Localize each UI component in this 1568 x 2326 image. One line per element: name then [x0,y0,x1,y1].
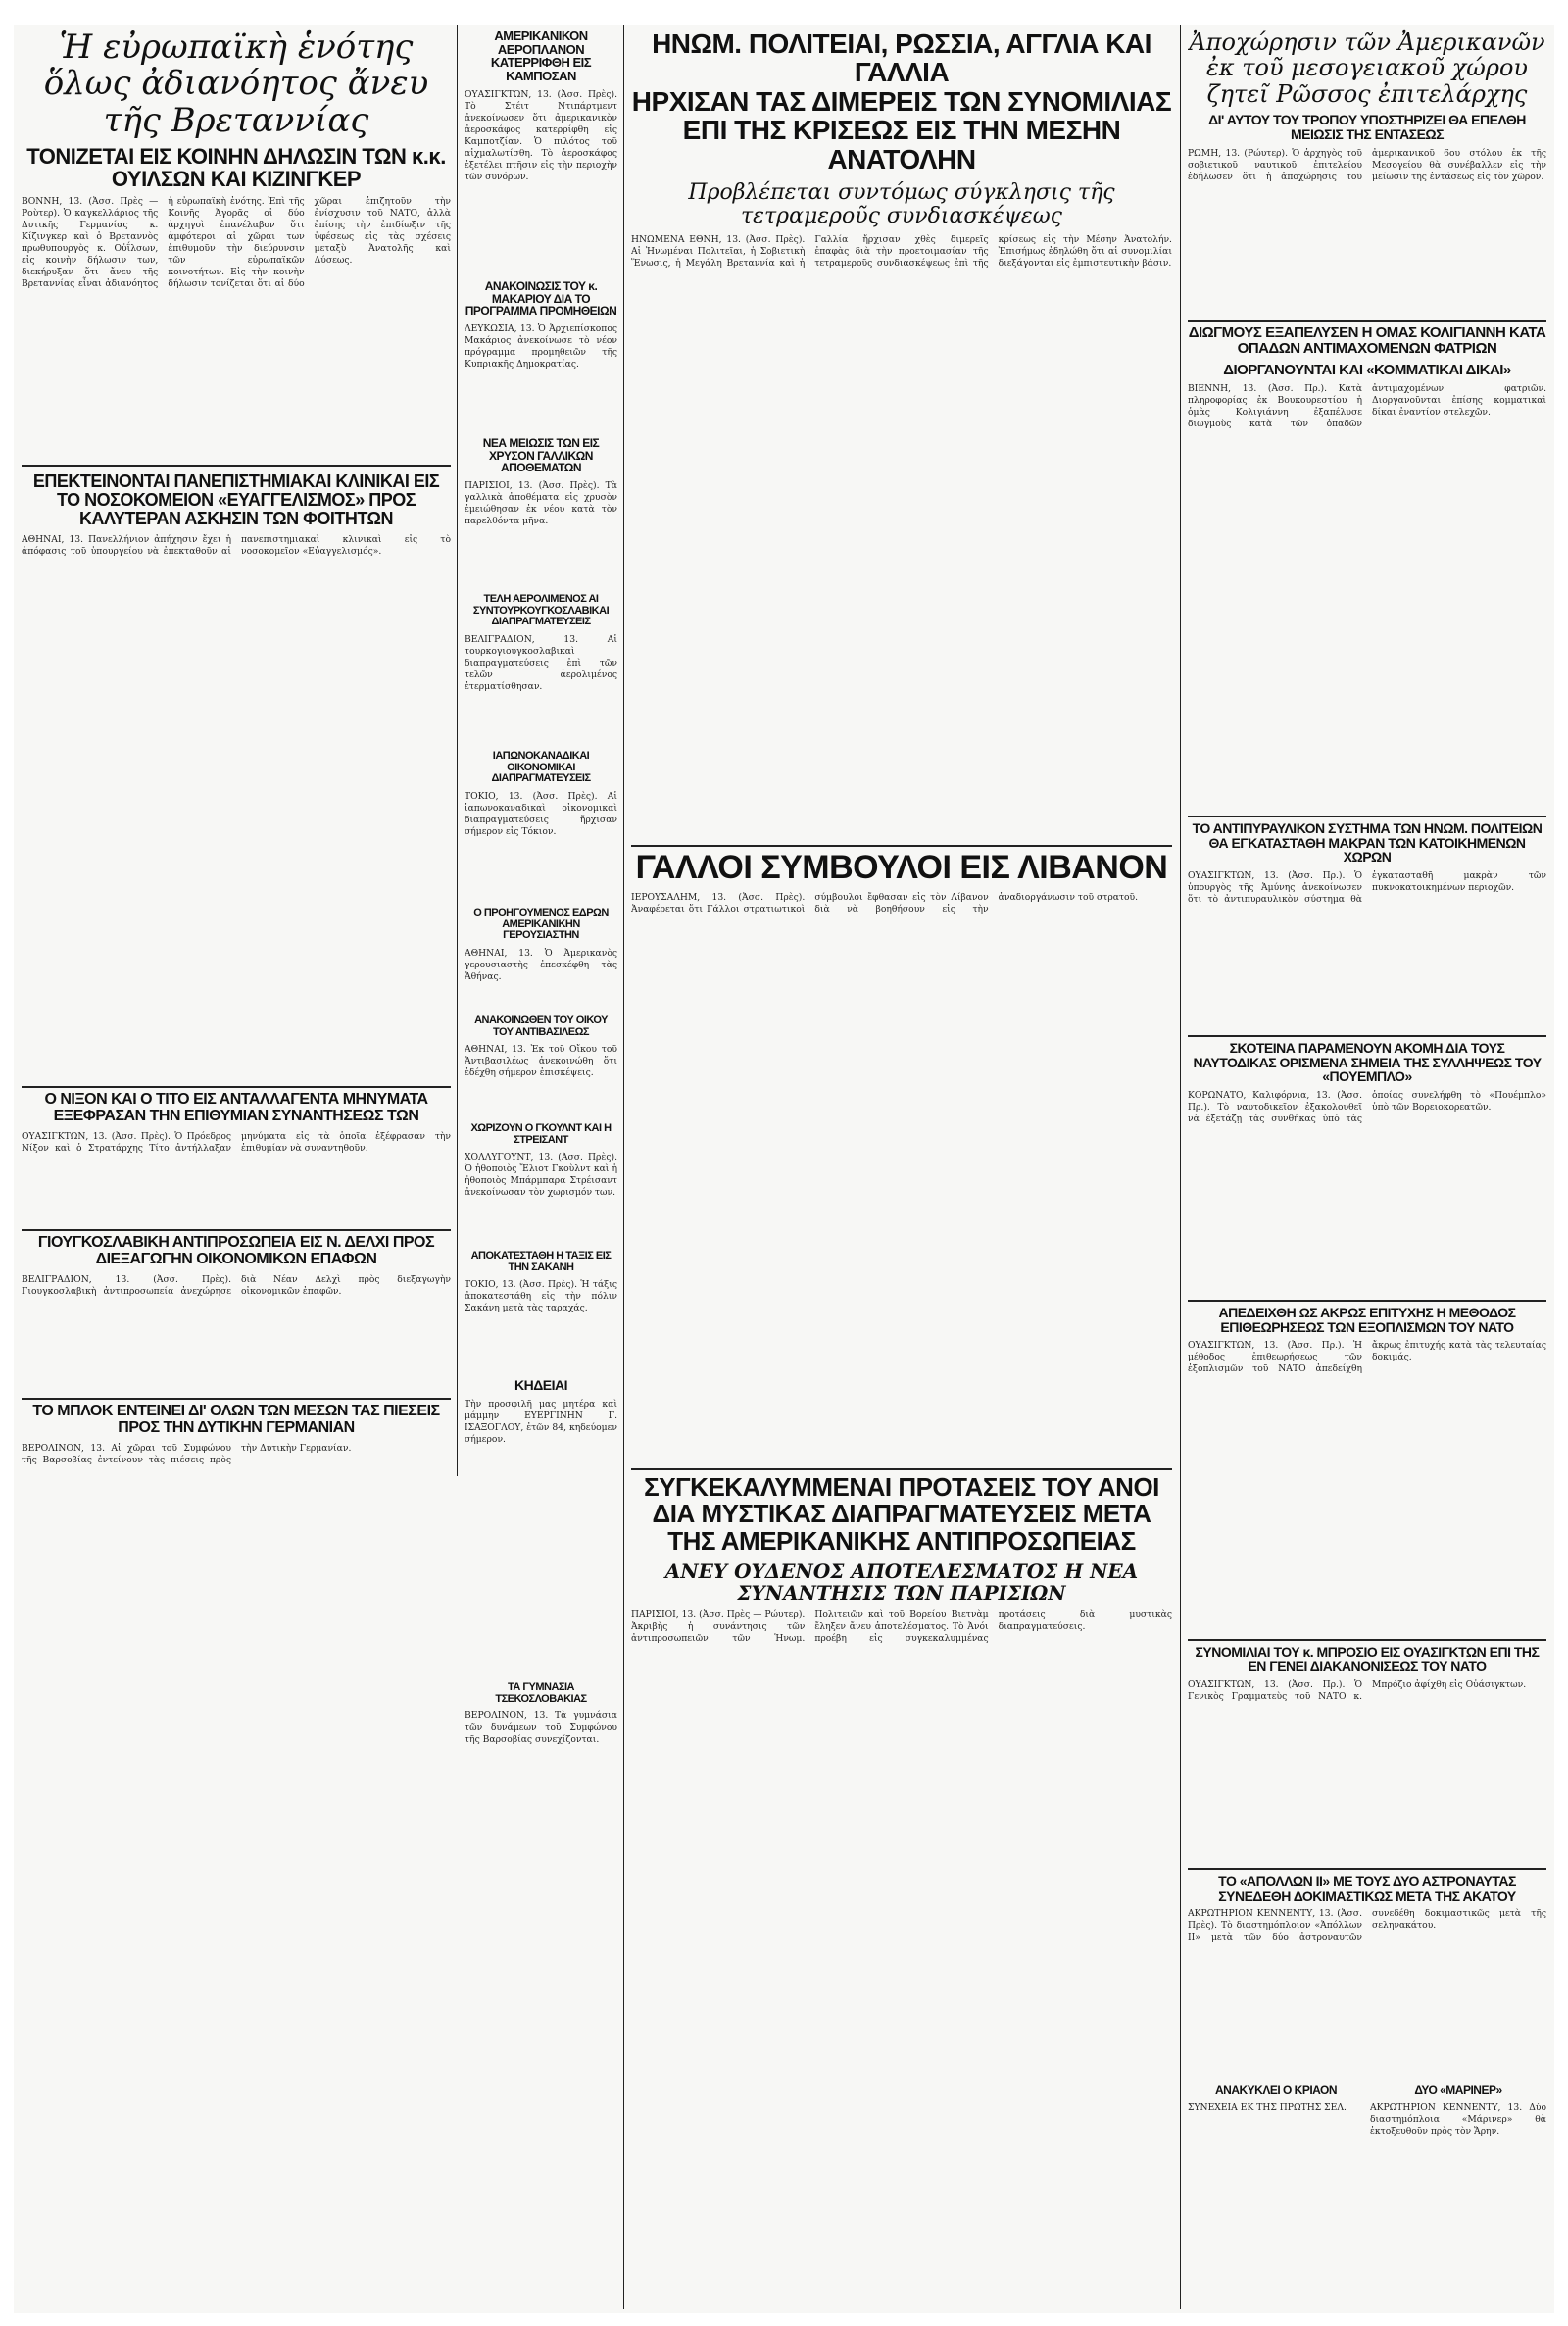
article-yugodelegation [22,1235,451,1392]
article-reviews-body: ΒΕΡΟΛΙΝΟΝ, 13. Τὰ γυμνάσια τῶν δυνάμεων τοῦ Συμφώνου τῆς Βαρσοβίας συνεχίζονται. [465,1710,617,1746]
article-bloc-title: ΤΟ ΜΠΛΟΚ ΕΝΤΕΙΝΕΙ ΔΙ' ΟΛΩΝ ΤΩΝ ΜΕΣΩΝ ΤΑΣ ΠΙΕΣΕΙΣ ΠΡΟΣ ΤΗΝ ΔΥΤΙΚΗΝ ΓΕΡΜΑΝΙΑΝ [32,1404,440,1436]
article-mariner-body: ΑΚΡΩΤΗΡΙΟΝ ΚΕΝΝΕΝΤΥ, 13. Δύο διαστημόπλοια «Μάρινερ» θὰ ἐκτοξευθοῦν πρὸς τὸν Ἄρην. [1370,2102,1546,2137]
article-antiaircraft-title: ΤΟ ΑΝΤΙΠΥΡΑΥΛΙΚΟΝ ΣΥΣΤΗΜΑ ΤΩΝ ΗΝΩΜ. ΠΟΛΙΤΕΙΩΝ ΘΑ ΕΓΚΑΤΑΣΤΑΘΗ ΜΑΚΡΑΝ ΤΩΝ ΚΑΤΟΙΚΗΜΕΝΩΝ ΧΩΡΩΝ [1192,821,1543,866]
article-reviews [465,1682,617,1878]
article-funerals [465,1378,617,1672]
article-hanoi-subtitle: ΑΝΕΥ ΟΥΔΕΝΟΣ ΑΠΟΤΕΛΕΣΜΑΤΟΣ Η ΝΕΑ ΣΥΝΑΝΤΗΣΙΣ ΤΩΝ ΠΑΡΙΣΙΩΝ [664,1559,1139,1605]
article-chrysalis-body: ΣΥΝΕΧΕΙΑ ΕΚ ΤΗΣ ΠΡΩΤΗΣ ΣΕΛ. [1188,2102,1347,2113]
article-lebanon-title: ΓΑΛΛΟΙ ΣΥΜΒΟΥΛΟΙ ΕΙΣ ΛΙΒΑΝΟΝ [635,851,1168,886]
article-nautical-title: ΣΚΟΤΕΙΝΑ ΠΑΡΑΜΕΝΟΥΝ ΑΚΟΜΗ ΔΙΑ ΤΟΥΣ ΝΑΥΤΟΔΙΚΑΣ ΟΡΙΣΜΕΝΑ ΣΗΜΕΙΑ ΤΗΣ ΣΥΛΛΗΨΕΩΣ ΤΟΥ «ΠΟΥΕΜΠΛΟ» [1193,1041,1542,1085]
column-rule [457,25,458,1476]
article-goodyear-body: ΧΟΛΛΥΓΟΥΝΤ, 13. (Ἀσσ. Πρὲς). Ὁ ἠθοποιὸς Ἔλιοτ Γκοὺλντ καὶ ἡ ἠθοποιὸς Μπάρμπαρα Στρέισαντ ἀνεκοίνωσαν τὸν χωρισμόν των. [465,1152,617,1199]
section-rule [22,1398,451,1400]
section-rule [1188,1035,1546,1037]
article-warsaw-title: ΣΥΝΟΜΙΛΙΑΙ ΤΟΥ κ. ΜΠΡΟΣΙΟ ΕΙΣ ΟΥΑΣΙΓΚΤΩΝ ΕΠΙ ΤΗΣ ΕΝ ΓΕΝΕΙ ΔΙΑΚΑΝΟΝΙΣΕΩΣ ΤΟΥ ΝΑΤΟ [1195,1645,1540,1674]
article-chrysalis [1188,2084,1364,2182]
section-rule [1188,320,1546,322]
article-yugoslav-subtitle: ΔΙΟΡΓΑΝΟΥΝΤΑΙ ΚΑΙ «ΚΟΜΜΑΤΙΚΑΙ ΔΙΚΑΙ» [1223,361,1511,378]
article-americans [1188,29,1546,314]
article-goodyear [465,1123,617,1241]
article-palace [465,1015,617,1114]
section-rule [22,465,451,467]
section-rule [1188,816,1546,817]
article-gold-title: ΝΕΑ ΜΕΙΩΣΙΣ ΤΩΝ ΕΙΣ ΧΡΥΣΟΝ ΓΑΛΛΙΚΩΝ ΑΠΟΘΕΜΑΤΩΝ [482,437,600,475]
article-hanoi-body: ΠΑΡΙΣΙΟΙ, 13. (Ἀσσ. Πρὲς — Ρώυτερ). Ἀκριβὴς ἡ συνάντησις τῶν ἀντιπροσωπειῶν τῶν Ἡνωμ. Πολιτειῶν καὶ τοῦ Βορείου Βιετνὰμ ἔληξεν ἄνευ ἀποτελέσματος. Τὸ Ἀνόι προέβη εἰς συγκεκαλυμμένας προτάσεις διὰ μυστικὰς διαπραγματεύσεις. [631,1608,1172,1644]
section-rule [1188,1639,1546,1641]
article-funerals-body: Τὴν προσφιλῆ μας μητέρα καὶ μάμμην ΕΥΕΡΓΙΝΗΝ Γ. ΙΣΑΞΟΓΛΟΥ, ἐτῶν 84, κηδεύομεν σήμερον. [465,1398,617,1445]
article-bloc-body: ΒΕΡΟΛΙΝΟΝ, 13. Αἱ χῶραι τοῦ Συμφώνου τῆς Βαρσοβίας ἐντείνουν τὰς πιέσεις πρὸς τὴν Δυτικὴν Γερμανίαν. [22,1442,352,1465]
article-yugodelegation-title: ΓΙΟΥΓΚΟΣΛΑΒΙΚΗ ΑΝΤΙΠΡΟΣΩΠΕΙΑ ΕΙΣ Ν. ΔΕΛΧΙ ΠΡΟΣ ΔΙΕΞΑΓΩΓΗΝ ΟΙΚΟΝΟΜΙΚΩΝ ΕΠΑΦΩΝ [37,1235,435,1267]
article-mariner [1370,2084,1546,2309]
article-nautical-body: ΚΟΡΩΝΑΤΟ, Καλιφόρνια, 13. (Ἀσσ. Πρ.). Τὸ ναυτοδικεῖον ἐξακολουθεῖ νὰ ἐξετάζῃ τὰς συνθήκας ὑπὸ τὰς ὁποίας συνελήφθη τὸ «Πουέμπλο» ὑπὸ τῶν Βορειοκορεατῶν. [1188,1090,1546,1125]
article-senate-title: Ο ΠΡΟΗΓΟΥΜΕΝΟΣ ΕΔΡΩΝ ΑΜΕΡΙΚΑΝΙΚΗΝ ΓΕΡΟΥΣΙΑΣΤΗΝ [473,908,609,942]
section-rule [631,845,1172,847]
article-sakani-body: ΤΟΚΙΟ, 13. (Ἀσσ. Πρὲς). Ἡ τάξις ἀποκατεστάθη εἰς τὴν πόλιν Σακάνη μετὰ τὰς ταραχάς. [465,1279,617,1314]
article-lebanon [631,851,1172,1302]
article-europe [22,29,451,490]
article-japan-body: ΤΟΚΙΟ, 13. (Ἀσσ. Πρὲς). Αἱ ἰαπωνοκαναδικαὶ οἰκονομικαὶ διαπραγματεύσεις ἤρχισαν σήμερον εἰς Τόκιον. [465,790,617,837]
article-yugoslav-body: ΒΙΕΝΝΗ, 13. (Ἀσσ. Πρ.). Κατὰ πληροφορίας ἐκ Βουκουρεστίου ἡ ὁμὰς Κολιγιάννη ἐξαπέλυσε διωγμοὺς κατὰ τῶν ὀπαδῶν ἀντιμαχομένων φατριῶν. Διοργανοῦνται ἐπίσης κομματικαὶ δίκαι ἐναντίον στελεχῶν. [1188,383,1546,430]
section-rule [631,1468,1172,1470]
article-airport-body: ΒΕΛΙΓΡΑΔΙΟΝ, 13. Αἱ τουρκογιουγκοσλαβικαὶ διαπραγματεύσεις ἐπὶ τῶν τελῶν ἀερολιμένος ἐτερματίσθησαν. [465,633,617,692]
article-apollo-body: ΑΚΡΩΤΗΡΙΟΝ ΚΕΝΝΕΝΤΥ, 13. (Ἀσσ. Πρὲς). Τὸ διαστημόπλοιον «Ἀπόλλων ΙΙ» μετὰ τῶν δύο ἀστροναυτῶν συνεδέθη δοκιμαστικῶς μετὰ τῆς σεληνακάτου. [1188,1908,1546,1944]
section-rule [22,1086,451,1088]
section-rule [22,1229,451,1231]
article-reviews-title: ΤΑ ΓΥΜΝΑΣΙΑ ΤΣΕΚΟΣΛΟΒΑΚΙΑΣ [495,1682,587,1705]
article-warsaw-body: ΟΥΑΣΙΓΚΤΩΝ, 13. (Ἀσσ. Πρ.). Ὁ Γενικὸς Γραμματεὺς τοῦ ΝΑΤΟ κ. Μπρόζιο ἀφίχθη εἰς Οὐάσιγκτων. [1188,1679,1527,1703]
article-senate-body: ΑΘΗΝΑΙ, 13. Ὁ Ἀμερικανὸς γερουσιαστὴς ἐπεσκέφθη τὰς Ἀθήνας. [465,947,617,982]
article-goodyear-title: ΧΩΡΙΖΟΥΝ Ο ΓΚΟΥΛΝΤ ΚΑΙ Η ΣΤΡΕΙΣΑΝΤ [470,1123,612,1146]
article-planes-title: ΑΜΕΡΙΚΑΝΙΚΟΝ ΑΕΡΟΠΛΑΝΟΝ ΚΑΤΕΡΡΙΦΘΗ ΕΙΣ ΚΑΜΠΟΣΑΝ [490,29,592,83]
article-funerals-title: ΚΗΔΕΙΑΙ [514,1378,567,1393]
article-nato-body: ΟΥΑΣΙΓΚΤΩΝ, 13. (Ἀσσ. Πρ.). Ἡ μέθοδος ἐπιθεωρήσεως τῶν ἐξοπλισμῶν τοῦ ΝΑΤΟ ἀπεδείχθη ἄκρως ἐπιτυχής κατὰ τὰς τελευταίας δοκιμάς. [1188,1340,1546,1375]
article-chrysalis-title: ΑΝΑΚΥΚΛΕΙ Ο ΚΡΙΑΟΝ [1214,2084,1338,2097]
article-europe-subtitle: ΤΟΝΙΖΕΤΑΙ ΕΙΣ ΚΟΙΝΗΝ ΔΗΛΩΣΙΝ ΤΩΝ κ.κ. ΟΥΙΛΣΩΝ ΚΑΙ ΚΙΖΙΝΓΚΕΡ [26,144,446,192]
article-palace-title: ΑΝΑΚΟΙΝΩΘΕΝ ΤΟΥ ΟΙΚΟΥ ΤΟΥ ΑΝΤΙΒΑΣΙΛΕΩΣ [474,1015,608,1038]
article-nixon-body: ΟΥΑΣΙΓΚΤΩΝ, 13. (Ἀσσ. Πρὲς). Ὁ Πρόεδρος Νίξον καὶ ὁ Στρατάρχης Τίτο ἀντήλλαξαν μηνύματα εἰς τὰ ὁποῖα ἐξέφρασαν τὴν ἐπιθυμίαν νὰ συναντηθοῦν. [22,1130,451,1154]
article-europe-title: Ἡ εὐρωπαϊκὴ ἑνότης ὅλως ἀδιανόητος ἄνευ τῆς Βρεταννίας [43,29,429,140]
article-nixon-title: Ο ΝΙΞΟΝ ΚΑΙ Ο ΤΙΤΟ ΕΙΣ ΑΝΤΑΛΛΑΓΕΝΤΑ ΜΗΝΥΜΑΤΑ ΕΞΕΦΡΑΣΑΝ ΤΗΝ ΕΠΙΘΥΜΙΑΝ ΣΥΝΑΝΤΗΣΕΩΣ ΤΩΝ [44,1092,428,1124]
section-rule [1188,1868,1546,1870]
column-rule [623,25,624,2309]
article-japan-title: ΙΑΠΩΝΟΚΑΝΑΔΙΚΑΙ ΟΙΚΟΝΟΜΙΚΑΙ ΔΙΑΠΡΑΓΜΑΤΕΥΣΕΙΣ [491,751,591,785]
article-apollo-title: ΤΟ «ΑΠΟΛΛΩΝ ΙΙ» ΜΕ ΤΟΥΣ ΔΥΟ ΑΣΤΡΟΝΑΥΤΑΣ ΣΥΝΕΔΕΘΗ ΔΟΚΙΜΑΣΤΙΚΩΣ ΜΕΤΑ ΤΗΣ ΑΚΑΤΟΥ [1218,1874,1516,1904]
article-nixon [22,1092,451,1219]
article-medical-body: ΑΘΗΝΑΙ, 13. Πανελλήνιον ἀπήχησιν ἔχει ἡ ἀπόφασις τοῦ ὑπουργείου νὰ ἐπεκταθοῦν αἱ πανεπιστημιακαὶ κλινικαὶ εἰς τὸ νοσοκομεῖον «Εὐαγγελισμός». [22,533,451,557]
article-antiaircraft [1188,821,1546,998]
column-rule [1180,25,1181,2309]
article-warsaw [1188,1645,1546,1802]
article-nautical [1188,1041,1546,1237]
article-main-title1: ΗΝΩΜ. ΠΟΛΙΤΕΙΑΙ, ΡΩΣΣΙΑ, ΑΓΓΛΙΑ ΚΑΙ ΓΑΛΛΙΑ [652,29,1152,88]
article-airport-title: ΤΕΛΗ ΑΕΡΟΛΙΜΕΝΟΣ ΑΙ ΣΥΝΤΟΥΡΚΟΥΓΚΟΣΛΑΒΙΚΑΙ ΔΙΑΠΡΑΓΜΑΤΕΥΣΕΙΣ [472,594,610,628]
article-hanoi-title: ΣΥΓΚΕΚΑΛΥΜΜΕΝΑΙ ΠΡΟΤΑΣΕΙΣ ΤΟΥ ΑΝΟΙ ΔΙΑ ΜΥΣΤΙΚΑΣ ΔΙΑΠΡΑΓΜΑΤΕΥΣΕΙΣ ΜΕΤΑ ΤΗΣ ΑΜΕΡΙΚΑΝΙΚΗΣ ΑΝΤΙΠΡΟΣΩΠΕΙΑΣ [644,1474,1159,1556]
article-hanoi [631,1474,1172,2307]
article-europe-body: ΒΟΝΝΗ, 13. (Ἀσσ. Πρὲς — Ροὺτερ). Ὁ καγκελλάριος τῆς Δυτικῆς Γερμανίας κ. Κίζινγκερ καὶ ὁ Βρεταννὸς πρωθυπουργὸς κ. Οὐΐλσων, εἰς κοινὴν δήλωσιν των, διεκήρυξαν ὅτι ἄνευ τῆς Βρεταννίας εἶναι ἀδιανόητος ἡ εὐρωπαϊκὴ ἑνότης. Ἐπὶ τῆς Κοινῆς Ἀγορᾶς οἱ δύο ἀρχηγοὶ ἐπανέλαβον ὅτι ἀμφότεροι αἱ χῶραι των ἐπιθυμοῦν τὴν διεύρυνσιν τῶν εὐρωπαϊκῶν κοινοτήτων. Εἰς τὴν κοινὴν δήλωσιν τονίζεται ὅτι αἱ δύο χῶραι ἐπιζητοῦν τὴν ἐνίσχυσιν τοῦ ΝΑΤΟ, ἀλλὰ ἐπίσης τὴν ἐπιδίωξιν τῆς ὑφέσεως εἰς τὰς σχέσεις μεταξὺ Ἀνατολῆς καὶ Δύσεως. [22,196,451,290]
article-gold [465,437,617,584]
article-main-title2: ΗΡΧΙΣΑΝ ΤΑΣ ΔΙΜΕΡΕΙΣ ΤΩΝ ΣΥΝΟΜΙΛΙΑΣ [631,85,1172,117]
article-medical [22,472,451,737]
article-americans-body: ΡΩΜΗ, 13. (Ρώυτερ). Ὁ ἀρχηγὸς τοῦ σοβιετικοῦ ναυτικοῦ ἐπιτελείου ἐδήλωσεν ὅτι ἡ ἀποχώρησις τοῦ ἀμερικανικοῦ 6ου στόλου ἐκ τῆς Μεσογείου θὰ συνέβαλλεν εἰς τὴν μείωσιν τῆς ἐντάσεως εἰς τὸν χῶρον. [1188,147,1546,182]
article-americans-subtitle: ΔΙ' ΑΥΤΟΥ ΤΟΥ ΤΡΟΠΟΥ ΥΠΟΣΤΗΡΙΖΕΙ ΘΑ ΕΠΕΛΘΗ ΜΕΙΩΣΙΣ ΤΗΣ ΕΝΤΑΣΕΩΣ [1208,112,1526,142]
newspaper-page [14,25,1554,2313]
article-japan [465,751,617,898]
article-nato [1188,1306,1546,1502]
article-planes-body: ΟΥΑΣΙΓΚΤΩΝ, 13. (Ἀσσ. Πρὲς). Τὸ Στέιτ Ντιπάρτμεντ ἀνεκοίνωσεν ὅτι ἀμερικανικὸν ἀεροσκάφος κατερρίφθη εἰς Καμποτζίαν. Ὁ πιλότος τοῦ αἰχμαλωτίσθη. Τὸ ἀεροσκάφος ἐξετέλει πτῆσιν εἰς τὴν περιοχὴν τῶν συνόρων. [465,88,617,182]
article-main-subtitle: Προβλέπεται συντόμως σύγκλησις τῆς τετραμεροῦς συνδιασκέψεως [688,179,1115,229]
article-makarios-body: ΛΕΥΚΩΣΙΑ, 13. Ὁ Ἀρχιεπίσκοπος Μακάριος ἀνεκοίνωσε τὸ νέον πρόγραμμα προμηθειῶν τῆς Κυπριακῆς Δημοκρατίας. [465,322,617,370]
article-americans-title: Ἀποχώρησιν τῶν Ἀμερικανῶν ἐκ τοῦ μεσογειακοῦ χώρου ζητεῖ Ρῶσσος ἐπιτελάρχης [1189,29,1545,108]
article-airport [465,594,617,741]
article-makarios-title: ΑΝΑΚΟΙΝΩΣΙΣ ΤΟΥ κ. ΜΑΚΑΡΙΟΥ ΔΙΑ ΤΟ ΠΡΟΓΡΑΜΜΑ ΠΡΟΜΗΘΕΙΩΝ [465,280,617,319]
article-gold-body: ΠΑΡΙΣΙΟΙ, 13. (Ἀσσ. Πρὲς). Τὰ γαλλικὰ ἀποθέματα εἰς χρυσὸν ἐμειώθησαν ἐκ νέου κατὰ τὸν παρελθόντα μῆνα. [465,479,617,526]
article-antiaircraft-body: ΟΥΑΣΙΓΚΤΩΝ, 13. (Ἀσσ. Πρ.). Ὁ ὑπουργὸς τῆς Ἀμύνης ἀνεκοίνωσεν ὅτι τὸ ἀντιπυραυλικὸν σύστημα θὰ ἐγκατασταθῆ μακρὰν τῶν πυκνοκατοικημένων περιοχῶν. [1188,870,1546,906]
article-main [631,29,1172,845]
article-mariner-title: ΔΥΟ «ΜΑΡΙΝΕΡ» [1414,2084,1502,2097]
article-senate [465,908,617,1006]
article-sakani [465,1251,617,1368]
article-sakani-title: ΑΠΟΚΑΤΕΣΤΑΘΗ Η ΤΑΞΙΣ ΕΙΣ ΤΗΝ ΣΑΚΑΝΗ [470,1251,612,1273]
article-main-body: ΗΝΩΜΕΝΑ ΕΘΝΗ, 13. (Ἀσσ. Πρὲς). Αἱ Ἡνωμέναι Πολιτεῖαι, ἡ Σοβιετικὴ Ἕνωσις, ἡ Μεγάλη Βρεταννία καὶ ἡ Γαλλία ἤρχισαν χθὲς διμερεῖς ἐπαφὰς διὰ τὴν προετοιμασίαν τῆς τετραμεροῦς συνδιασκέψεως ἐπὶ τῆς κρίσεως εἰς τὴν Μέσην Ἀνατολήν. Ἐπισήμως ἐδηλώθη ὅτι αἱ συνομιλίαι διεξάγονται εἰς ἐμπιστευτικὴν βάσιν. [631,234,1172,270]
article-nato-title: ΑΠΕΔΕΙΧΘΗ ΩΣ ΑΚΡΩΣ ΕΠΙΤΥΧΗΣ Η ΜΕΘΟΔΟΣ ΕΠΙΘΕΩΡΗΣΕΩΣ ΤΩΝ ΕΞΟΠΛΙΣΜΩΝ ΤΟΥ ΝΑΤΟ [1218,1306,1516,1335]
article-apollo [1188,1874,1546,2070]
article-planes [465,29,617,274]
article-yugoslav-title: ΔΙΩΓΜΟΥΣ ΕΞΑΠΕΛΥΣΕΝ Η ΟΜΑΣ ΚΟΛΙΓΙΑΝΝΗ ΚΑΤΑ ΟΠΑΔΩΝ ΑΝΤΙΜΑΧΟΜΕΝΩΝ ΦΑΤΡΙΩΝ [1188,325,1546,357]
article-lebanon-body: ΙΕΡΟΥΣΑΛΗΜ, 13. (Ἀσσ. Πρὲς). Ἀναφέρεται ὅτι Γάλλοι στρατιωτικοὶ σύμβουλοι ἔφθασαν εἰς τὸν Λίβανον διὰ νὰ βοηθήσουν εἰς τὴν ἀναδιοργάνωσιν τοῦ στρατοῦ. [631,891,1139,915]
article-medical-title: ΕΠΕΚΤΕΙΝΟΝΤΑΙ ΠΑΝΕΠΙΣΤΗΜΙΑΚΑΙ ΚΛΙΝΙΚΑΙ ΕΙΣ ΤΟ ΝΟΣΟΚΟΜΕΙΟΝ «ΕΥΑΓΓΕΛΙΣΜΟΣ» ΠΡΟΣ ΚΑΛΥΤΕΡΑΝ ΑΣΚΗΣΙΝ ΤΩΝ ΦΟΙΤΗΤΩΝ [32,472,440,528]
article-main-title3: ΕΠΙ ΤΗΣ ΚΡΙΣΕΩΣ ΕΙΣ ΤΗΝ ΜΕΣΗΝ ΑΝΑΤΟΛΗΝ [682,115,1121,174]
article-yugoslav [1188,325,1546,551]
article-yugodelegation-body: ΒΕΛΙΓΡΑΔΙΟΝ, 13. (Ἀσσ. Πρὲς). Γιουγκοσλαβικὴ ἀντιπροσωπεία ἀνεχώρησε διὰ Νέαν Δελχὶ πρὸς διεξαγωγὴν οἰκονομικῶν ἐπαφῶν. [22,1273,451,1297]
article-makarios [465,280,617,427]
article-palace-body: ΑΘΗΝΑΙ, 13. Ἐκ τοῦ Οἴκου τοῦ Ἀντιβασιλέως ἀνεκοινώθη ὅτι ἐδέχθη σήμερον ἐπισκέψεις. [465,1044,617,1079]
section-rule [1188,1300,1546,1302]
